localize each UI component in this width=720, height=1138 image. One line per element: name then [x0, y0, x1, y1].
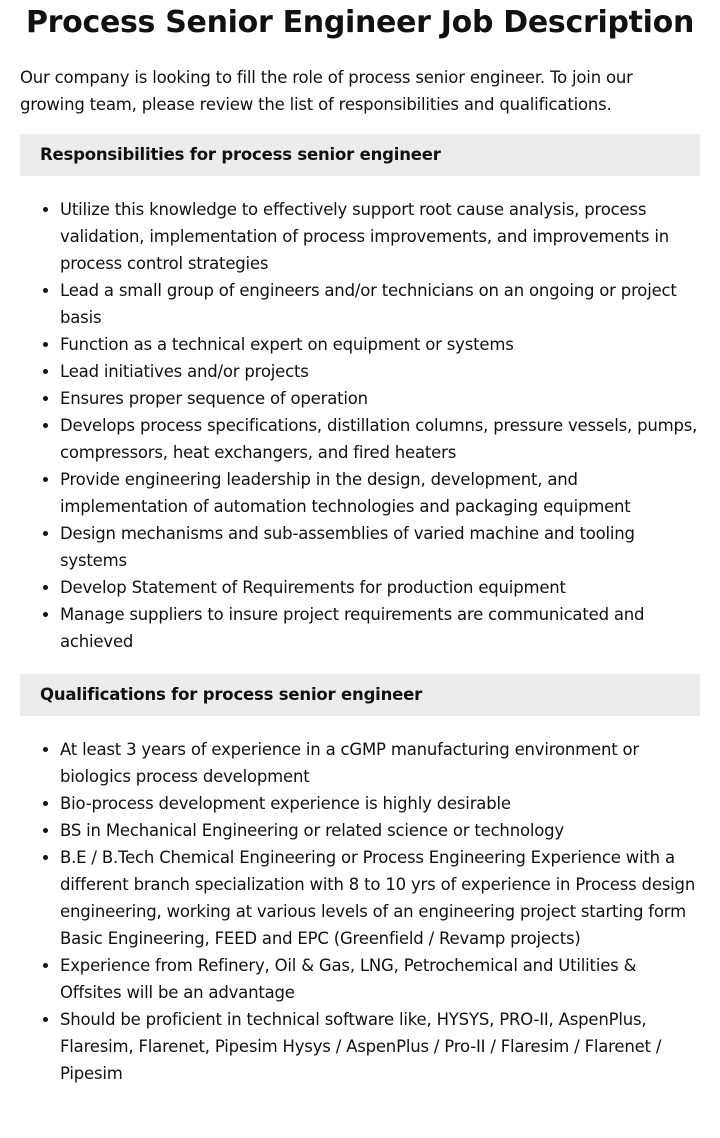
qualifications-heading: Qualifications for process senior engineer [20, 674, 700, 716]
intro-text: Our company is looking to fill the role of process senior engineer. To join our growing team, please review the list of responsibilities and qualifications. [20, 68, 633, 114]
list-item: • Experience from Refinery, Oil & Gas, LNG, Petrochemical and Utilities & Offsites will be an advantage [60, 952, 700, 1006]
list-item: • Manage suppliers to insure project requirements are communicated and achieved [60, 601, 700, 655]
list-item: • BS in Mechanical Engineering or related science or technology [60, 817, 700, 844]
list-item: • At least 3 years of experience in a cGMP manufacturing environment or biologics process development [60, 736, 700, 790]
list-item: • Provide engineering leadership in the design, development, and implementation of automation technologies and packaging equipment [60, 466, 700, 520]
responsibilities-heading: Responsibilities for process senior engineer [20, 134, 700, 176]
page-title: Process Senior Engineer Job Description [25, 5, 695, 40]
qualifications-list [20, 736, 700, 1087]
list-item: • Lead a small group of engineers and/or technicians on an ongoing or project basis [60, 277, 700, 331]
list-item: • Bio-process development experience is highly desirable [60, 790, 700, 817]
list-item: • B.E / B.Tech Chemical Engineering or Process Engineering Experience with a different branch specialization with 8 to 10 yrs of experience in Process design engineering, working at various levels of an engineering project starting form Basic Engineering, FEED and EPC (Greenfield / Revamp projects) [60, 844, 700, 952]
responsibilities-list [20, 196, 700, 655]
list-item: • Lead initiatives and/or projects [60, 358, 700, 385]
list-item: • Develop Statement of Requirements for production equipment [60, 574, 700, 601]
list-item: • Should be proficient in technical software like, HYSYS, PRO-II, AspenPlus, Flaresim, Flarenet, Pipesim Hysys / AspenPlus / Pro-II / Flaresim / Flarenet / Pipesim [60, 1006, 700, 1087]
list-item: • Develops process specifications, distillation columns, pressure vessels, pumps, compressors, heat exchangers, and fired heaters [60, 412, 700, 466]
list-item: • Ensures proper sequence of operation [60, 385, 700, 412]
list-item: • Design mechanisms and sub-assemblies of varied machine and tooling systems [60, 520, 700, 574]
list-item: • Function as a technical expert on equipment or systems [60, 331, 700, 358]
list-item: • Utilize this knowledge to effectively support root cause analysis, process validation, implementation of process improvements, and improvements in process control strategies [60, 196, 700, 277]
